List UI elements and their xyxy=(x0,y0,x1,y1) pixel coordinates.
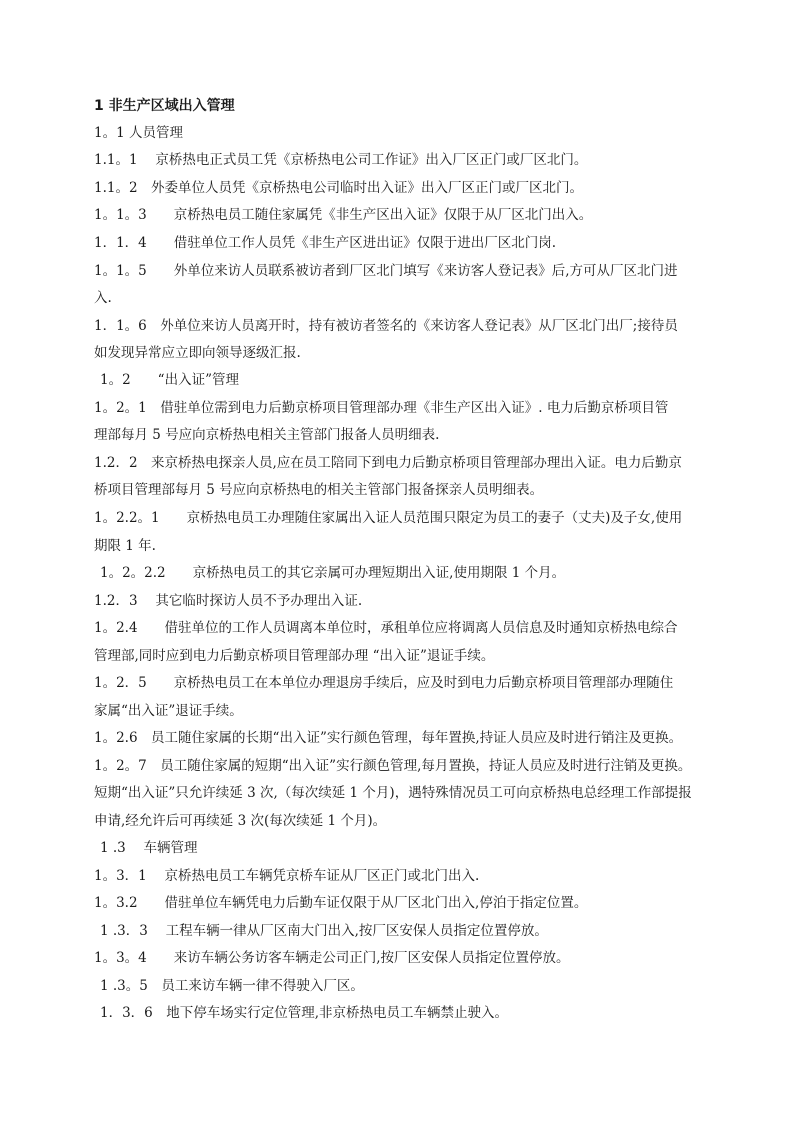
paragraph-line: 1。2.4 借驻单位的工作人员调离本单位时，承租单位应将调离人员信息及时通知京桥热电综合 xyxy=(94,620,678,636)
paragraph-line: 1。2。7 员工随住家属的短期“出入证”实行颜色管理,每月置换，持证人员应及时进行注销及更换。 xyxy=(94,758,692,774)
paragraph-line: 理部每月 5 号应向京桥热电相关主管部门报备人员明细表. xyxy=(94,427,440,443)
paragraph-line: 1.1。1 京桥热电正式员工凭《京桥热电公司工作证》出入厂区正门或厂区北门。 xyxy=(94,152,588,168)
section-heading: 1 .3 车辆管理 xyxy=(100,840,198,856)
paragraph-line: 1。1。5 外单位来访人员联系被访者到厂区北门填写《来访客人登记表》后,方可从厂区北门进 xyxy=(94,263,678,279)
paragraph-line: 1．1。6 外单位来访人员离开时，持有被访者签名的《来访客人登记表》从厂区北门出厂;接待员 xyxy=(94,318,678,334)
paragraph-line: 1。3.2 借驻单位车辆凭电力后勤车证仅限于从厂区北门出入,停泊于指定位置。 xyxy=(94,895,588,911)
paragraph-line: 1。3。4 来访车辆公务访客车辆走公司正门,按厂区安保人员指定位置停放。 xyxy=(94,950,570,966)
paragraph-line: 1。2．5 京桥热电员工在本单位办理退房手续后，应及时到电力后勤京桥项目管理部办理随住 xyxy=(94,675,674,691)
section-heading: 1。2 “出入证”管理 xyxy=(100,372,239,388)
paragraph-line: 1。2.6 员工随住家属的长期“出入证”实行颜色管理，每年置换,持证人员应及时进行销注及更换。 xyxy=(94,730,683,746)
paragraph-line: 如发现异常应立即向领导逐级汇报. xyxy=(94,345,301,361)
paragraph-line: 短期“出入证”只允许续延 3 次,（每次续延 1 个月)，遇特殊情况员工可向京桥热电总经理工作部提报 xyxy=(94,785,692,801)
paragraph-line: 1.2．3 其它临时探访人员不予办理出入证. xyxy=(94,593,363,609)
paragraph-line: 1 .3．3 工程车辆一律从厂区南大门出入,按厂区安保人员指定位置停放。 xyxy=(100,923,548,939)
paragraph-line: 1。2。1 借驻单位需到电力后勤京桥项目管理部办理《非生产区出入证》. 电力后勤京桥项目管 xyxy=(94,400,669,416)
paragraph-line: 1 .3。5 员工来访车辆一律不得驶入厂区。 xyxy=(100,978,364,994)
paragraph-line: 期限 1 年. xyxy=(94,538,156,554)
paragraph-line: 1.1。2 外委单位人员凭《京桥热电公司临时出入证》出入厂区正门或厂区北门。 xyxy=(94,180,584,196)
paragraph-line: 1．3．6 地下停车场实行定位管理,非京桥热电员工车辆禁止驶入。 xyxy=(100,1005,509,1021)
paragraph-line: 1。1。3 京桥热电员工随住家属凭《非生产区出入证》仅限于从厂区北门出入。 xyxy=(94,207,593,223)
paragraph-line: 1。3．1 京桥热电员工车辆凭京桥车证从厂区正门或北门出入. xyxy=(94,868,480,884)
paragraph-line: 家属“出入证”退证手续。 xyxy=(94,703,243,719)
paragraph-line: 1.2．2 来京桥热电探亲人员,应在员工陪同下到电力后勤京桥项目管理部办理出入证。电力后勤京 xyxy=(94,455,682,471)
paragraph-line: 管理部,同时应到电力后勤京桥项目管理部办理 “出入证”退证手续。 xyxy=(94,648,495,664)
section-heading: 1。1 人员管理 xyxy=(94,125,183,141)
paragraph-line: 1．1．4 借驻单位工作人员凭《非生产区进出证》仅限于进出厂区北门岗. xyxy=(94,235,557,251)
document-title: 1 非生产区域出入管理 xyxy=(94,98,235,114)
paragraph-line: 入. xyxy=(94,290,112,306)
paragraph-line: 1。2。2.2 京桥热电员工的其它亲属可办理短期出入证,使用期限 1 个月。 xyxy=(100,565,566,581)
paragraph-line: 桥项目管理部每月 5 号应向京桥热电的相关主管部门报备探亲人员明细表。 xyxy=(94,482,544,498)
paragraph-line: 申请,经允许后可再续延 3 次(每次续延 1 个月)。 xyxy=(94,813,387,829)
paragraph-line: 1。2.2。1 京桥热电员工办理随住家属出入证人员范围只限定为员工的妻子（丈夫)及子女,使用 xyxy=(94,510,683,526)
